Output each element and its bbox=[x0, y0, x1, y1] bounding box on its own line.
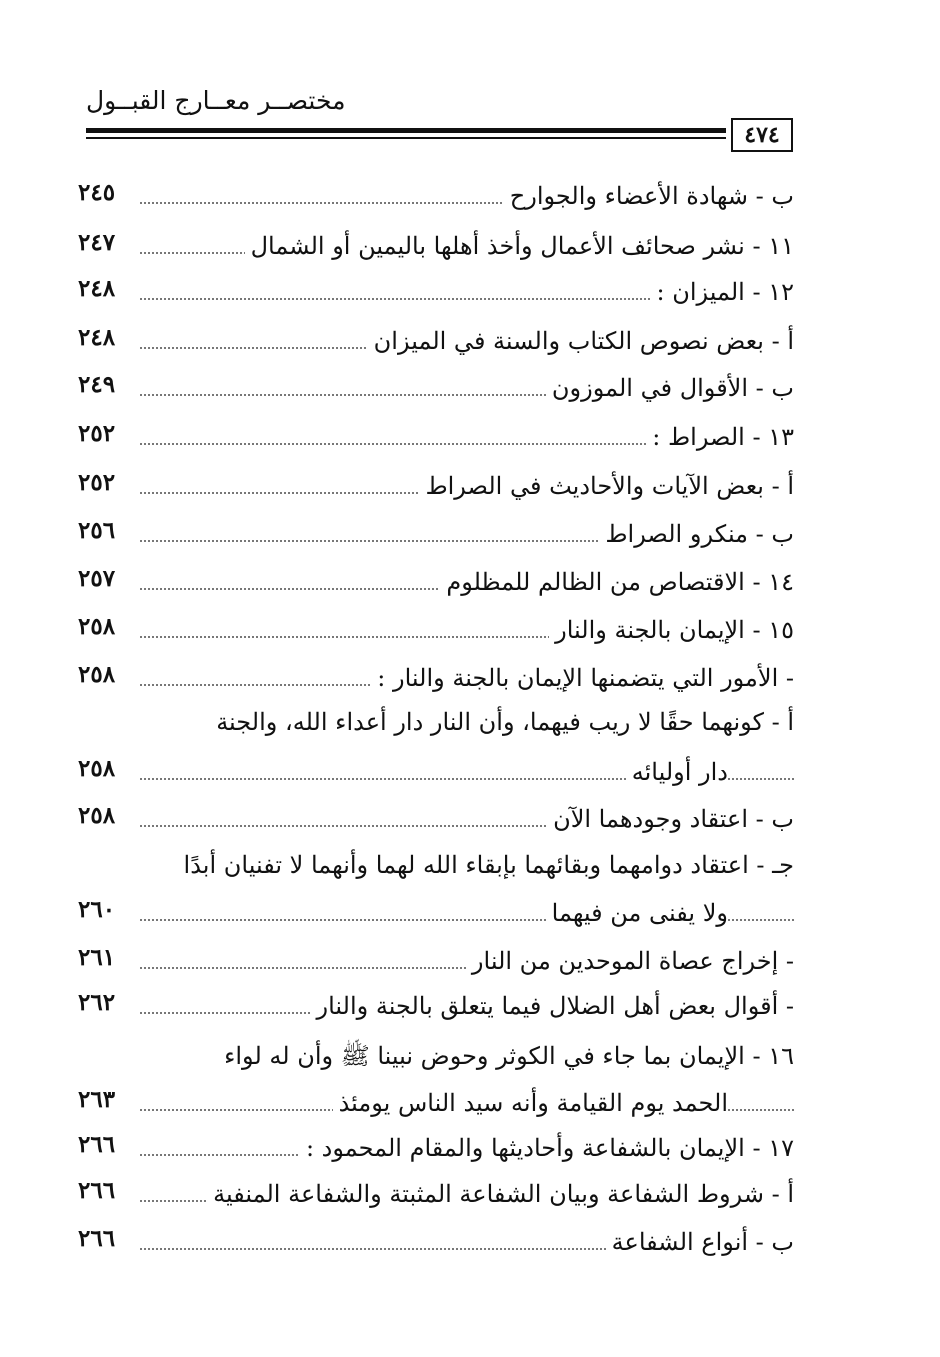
toc-entry bbox=[78, 1128, 794, 1168]
toc-entry-title: ١١ - نشر صحائف الأعمال وأخذ أهلها باليمين أو الشمال bbox=[245, 226, 794, 266]
toc-entry bbox=[78, 272, 794, 312]
toc-entry bbox=[78, 417, 794, 457]
toc-entry bbox=[78, 514, 794, 554]
toc-entry-title: ١٥ - الإيمان بالجنة والنار bbox=[549, 610, 794, 650]
toc-entry-title: ١٧ - الإيمان بالشفاعة وأحاديثها والمقام المحمود : bbox=[300, 1128, 794, 1168]
toc-entry-title: ١٤ - الاقتصاص من الظالم للمظلوم bbox=[440, 562, 794, 602]
toc-entry-title: ب - أنواع الشفاعة bbox=[606, 1222, 794, 1262]
toc-entry-title: أ - كونهما حقًا لا ريب فيهما، وأن النار دار أعداء الله، والجنة bbox=[210, 702, 794, 742]
toc-entry-page-number: ٢٥٢ bbox=[78, 420, 116, 447]
toc-entry-page-number: ٢٥٢ bbox=[78, 469, 116, 496]
toc-entry-title: ١٣ - الصراط : bbox=[646, 417, 794, 457]
toc-entry-page-number: ٢٥٨ bbox=[78, 613, 116, 640]
toc-entry-page-number: ٢٥٨ bbox=[78, 755, 116, 782]
toc-entry-title: - أقوال بعض أهل الضلال فيما يتعلق بالجنة والنار bbox=[311, 986, 794, 1026]
toc-entry-title: - الأمور التي يتضمنها الإيمان بالجنة والنار : bbox=[371, 658, 794, 698]
page-number-box: ٤٧٤ bbox=[731, 118, 793, 152]
toc-entry bbox=[78, 1174, 794, 1214]
toc-entry-title: ب - اعتقاد وجودهما الآن bbox=[547, 799, 794, 839]
toc-entry-title: - إخراج عصاة الموحدين من النار bbox=[466, 941, 794, 981]
toc-entry-continuation bbox=[78, 752, 794, 792]
toc-entry-title: أ - بعض نصوص الكتاب والسنة في الميزان bbox=[368, 321, 794, 361]
toc-entry bbox=[78, 799, 794, 839]
toc-entry-page-number: ٢٤٩ bbox=[78, 371, 116, 398]
toc-entry bbox=[78, 321, 794, 361]
toc-entry bbox=[78, 1222, 794, 1262]
running-header-title: مختصــر معــارج القبــول bbox=[86, 86, 346, 115]
toc-entry-continuation-text: دار أوليائه bbox=[626, 752, 728, 792]
toc-entry bbox=[78, 466, 794, 506]
toc-entry-page-number: ٢٥٧ bbox=[78, 565, 116, 592]
toc-entry-page-number: ٢٦٦ bbox=[78, 1225, 116, 1252]
toc-entry-page-number: ٢٤٨ bbox=[78, 324, 116, 351]
toc-entry bbox=[78, 845, 794, 885]
toc-entry-page-number: ٢٦١ bbox=[78, 944, 116, 971]
toc-entry-continuation bbox=[78, 1083, 794, 1123]
toc-entry bbox=[78, 226, 794, 266]
header-rule-thin bbox=[86, 137, 726, 139]
toc-entry-page-number: ٢٥٨ bbox=[78, 802, 116, 829]
toc-entry-page-number: ٢٦٣ bbox=[78, 1086, 116, 1113]
toc-entry-page-number: ٢٤٥ bbox=[78, 179, 116, 206]
toc-entry-page-number: ٢٦٦ bbox=[78, 1131, 116, 1158]
toc-entry-title: ب - الأقوال في الموزون bbox=[546, 368, 794, 408]
toc-entry-title: ١٢ - الميزان : bbox=[651, 272, 795, 312]
toc-entry bbox=[78, 941, 794, 981]
toc-entry-title: أ - شروط الشفاعة وبيان الشفاعة المثبتة والشفاعة المنفية bbox=[207, 1174, 794, 1214]
toc-entry-page-number: ٢٦٢ bbox=[78, 989, 116, 1016]
toc-entry bbox=[78, 562, 794, 602]
toc-entry-page-number: ٢٥٨ bbox=[78, 661, 116, 688]
toc-entry bbox=[78, 176, 794, 216]
toc-entry bbox=[78, 986, 794, 1026]
toc-entry-page-number: ٢٤٧ bbox=[78, 229, 116, 256]
toc-entry-title: جـ - اعتقاد دوامهما وبقائهما بإبقاء الله لهما وأنهما لا تفنيان أبدًا bbox=[178, 845, 794, 885]
toc-entry-title: ب - شهادة الأعضاء والجوارح bbox=[504, 176, 794, 216]
toc-entry-title: أ - بعض الآيات والأحاديث في الصراط bbox=[419, 466, 794, 506]
toc-entry-continuation-text: الحمد يوم القيامة وأنه سيد الناس يومئذ bbox=[333, 1083, 728, 1123]
toc-entry bbox=[78, 658, 794, 698]
toc-entry bbox=[78, 702, 794, 742]
toc-entry-continuation-text: ولا يفنى من فيهما bbox=[546, 893, 728, 933]
toc-entry-continuation bbox=[78, 893, 794, 933]
toc-entry-title: ب - منكرو الصراط bbox=[599, 514, 794, 554]
toc-entry-page-number: ٢٦٠ bbox=[78, 896, 116, 923]
toc-entry bbox=[78, 1036, 794, 1076]
toc-entry-page-number: ٢٥٦ bbox=[78, 517, 116, 544]
toc-entry-title: ١٦ - الإيمان بما جاء في الكوثر وحوض نبينا ﷺ وأن له لواء bbox=[218, 1036, 794, 1076]
toc-entry bbox=[78, 610, 794, 650]
toc-entry-page-number: ٢٦٦ bbox=[78, 1177, 116, 1204]
header-rule-thick bbox=[86, 128, 726, 133]
toc-entry bbox=[78, 368, 794, 408]
toc-entry-page-number: ٢٤٨ bbox=[78, 275, 116, 302]
